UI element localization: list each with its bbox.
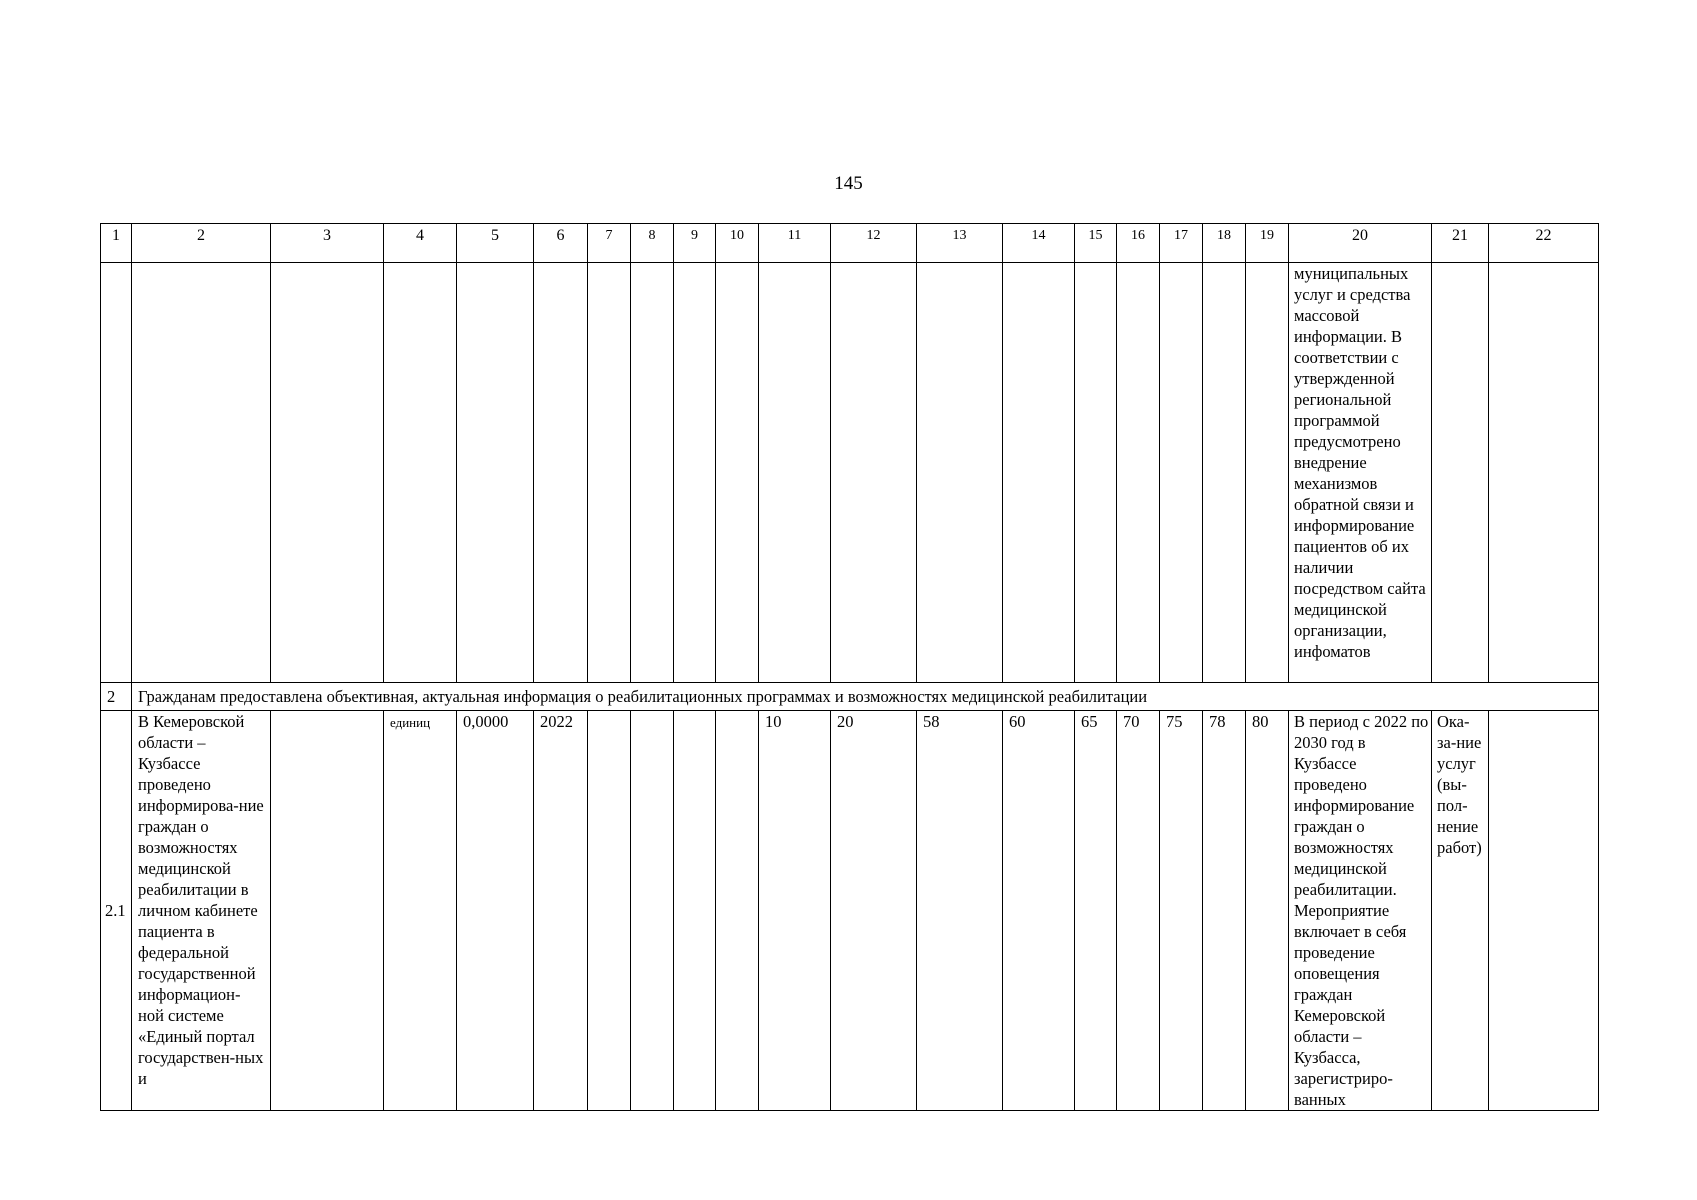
value-cell: 75 (1160, 711, 1203, 1111)
header-cell-16: 16 (1117, 224, 1160, 263)
cell (1117, 263, 1160, 683)
header-cell-2: 2 (132, 224, 271, 263)
value-cell: 20 (831, 711, 917, 1111)
measure-description: В период с 2022 по 2030 год в Кузбассе проведено информирование граждан о возможностях медицинской реабилитации. Мероприятие включает в себя проведение оповещения граждан Кемеровской области – Кузбасса, зарегистриро-ванных (1289, 711, 1432, 1111)
value-cell: 80 (1246, 711, 1289, 1111)
cell (759, 263, 831, 683)
header-cell-5: 5 (457, 224, 534, 263)
cell (1003, 263, 1075, 683)
cell (384, 263, 457, 683)
header-cell-17: 17 (1160, 224, 1203, 263)
cell (588, 263, 631, 683)
header-cell-22: 22 (1489, 224, 1599, 263)
cell (631, 711, 674, 1111)
value-cell: 78 (1203, 711, 1246, 1111)
cell (1489, 711, 1599, 1111)
value-cell: 10 (759, 711, 831, 1111)
row-number: 2.1 (101, 711, 132, 1111)
header-cell-13: 13 (917, 224, 1003, 263)
header-row (101, 224, 1599, 263)
cell (588, 711, 631, 1111)
cell (534, 263, 588, 683)
cell (716, 711, 759, 1111)
header-cell-20: 20 (1289, 224, 1432, 263)
cell (831, 263, 917, 683)
cell (674, 711, 716, 1111)
cell (716, 263, 759, 683)
cell (1075, 263, 1117, 683)
cell (271, 711, 384, 1111)
section-row (101, 683, 1599, 711)
cell (1489, 263, 1599, 683)
cell (1246, 263, 1289, 683)
value-cell: 60 (1003, 711, 1075, 1111)
header-cell-21: 21 (1432, 224, 1489, 263)
cell (1432, 263, 1489, 683)
header-cell-18: 18 (1203, 224, 1246, 263)
continuation-row (101, 263, 1599, 683)
cell (631, 263, 674, 683)
header-cell-14: 14 (1003, 224, 1075, 263)
page-number: 145 (834, 173, 863, 194)
cell (271, 263, 384, 683)
unit-of-measure (384, 711, 457, 1111)
header-cell-12: 12 (831, 224, 917, 263)
header-cell-7: 7 (588, 224, 631, 263)
header-cell-19: 19 (1246, 224, 1289, 263)
header-cell-15: 15 (1075, 224, 1117, 263)
section-number: 2 (101, 683, 132, 711)
header-cell-1: 1 (101, 224, 132, 263)
table-row (101, 711, 1599, 1111)
header-cell-4: 4 (384, 224, 457, 263)
value-cell: 58 (917, 711, 1003, 1111)
continuation-description: муниципальных услуг и средства массовой информации. В соответствии с утвержденной региональной программой предусмотрено внедрение механизмов обратной связи и информирование пациентов об их наличии посредством сайта медицинской организации, инфоматов (1289, 263, 1432, 683)
cell (674, 263, 716, 683)
base-year: 2022 (534, 711, 588, 1111)
cell (1160, 263, 1203, 683)
value-cell: 70 (1117, 711, 1160, 1111)
header-cell-6: 6 (534, 224, 588, 263)
cell (1203, 263, 1246, 683)
header-cell-11: 11 (759, 224, 831, 263)
unit-text: единиц (390, 715, 431, 730)
header-cell-3: 3 (271, 224, 384, 263)
cell (457, 263, 534, 683)
header-cell-9: 9 (674, 224, 716, 263)
header-cell-8: 8 (631, 224, 674, 263)
data-table (100, 223, 1599, 1111)
value-cell: 65 (1075, 711, 1117, 1111)
cell (132, 263, 271, 683)
measure-type: Ока-за-ние услуг (вы-пол-нение работ) (1432, 711, 1489, 1111)
section-title: Гражданам предоставлена объективная, актуальная информация о реабилитационных программах и возможностях медицинской реабилитации (132, 683, 1599, 711)
result-description: В Кемеровской области – Кузбассе проведено информирова-ние граждан о возможностях медицинской реабилитации в личном кабинете пациента в федеральной государственной информацион-ной системе «Единый портал государствен-ных и (132, 711, 271, 1111)
cell (101, 263, 132, 683)
base-value: 0,0000 (457, 711, 534, 1111)
cell (917, 263, 1003, 683)
header-cell-10: 10 (716, 224, 759, 263)
